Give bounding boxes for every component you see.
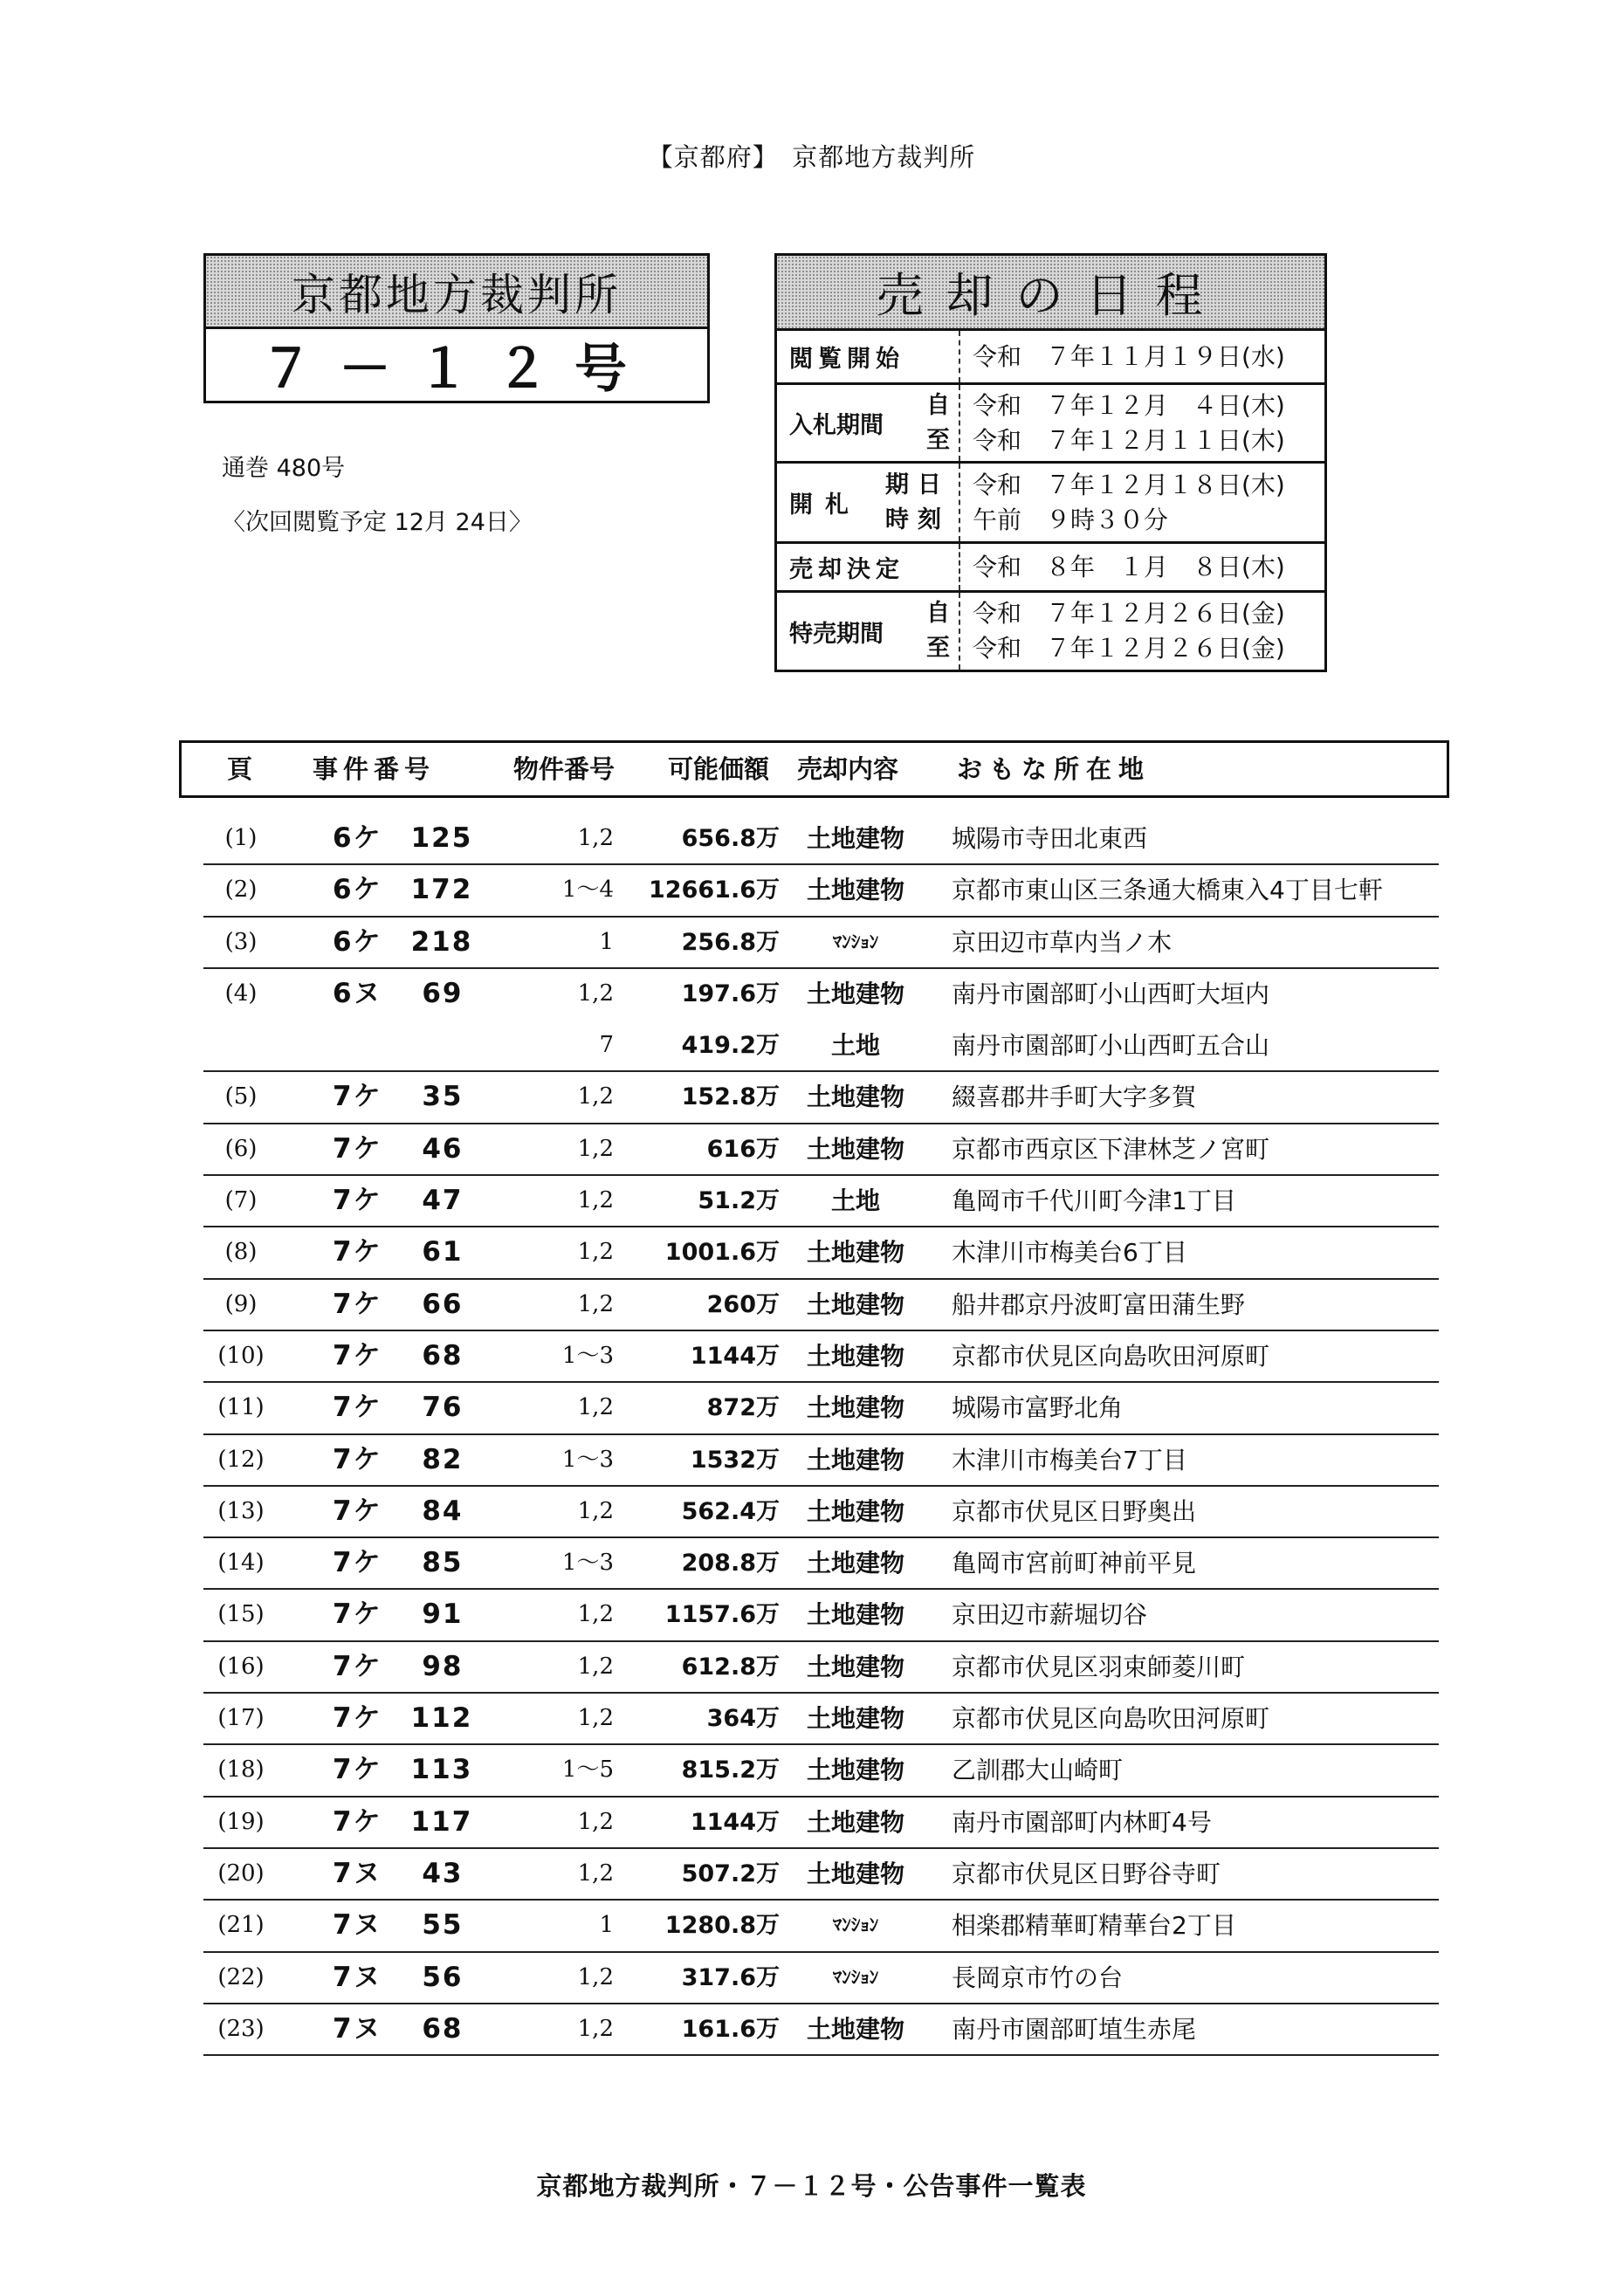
cell-item-number: 1～3 [561, 1446, 614, 1473]
cell-sale-type: 土地建物 [806, 1393, 904, 1423]
cell-item-number: 1 [599, 928, 614, 955]
cell-page: (18) [217, 1756, 265, 1784]
cell-case-number: 7ヌ 55 [333, 1909, 464, 1942]
cell-sale-type: 土地建物 [806, 1704, 904, 1734]
cell-sale-type: 土地建物 [806, 824, 904, 853]
column-header-case-number: 事件番号 [313, 754, 436, 784]
schedule-value: 令和 ７年１２月１１日(木) [973, 425, 1285, 455]
cell-address: 京都市東山区三条通大橋東入4丁目七軒 [952, 876, 1383, 905]
cell-address: 京都市伏見区日野谷寺町 [952, 1859, 1221, 1888]
cell-address: 南丹市園部町埴生赤尾 [952, 2014, 1197, 2044]
cell-address: 京都市西京区下津林芝ノ宮町 [952, 1134, 1270, 1164]
page-footer: 京都地方裁判所・７－１２号・公告事件一覧表 [536, 2171, 1087, 2201]
cell-address: 長岡京市竹の台 [952, 1963, 1124, 1992]
table-row [203, 1849, 1439, 1901]
cell-price: 12661.6万 [649, 876, 780, 904]
cell-item-number: 1～4 [561, 876, 614, 904]
cell-price: 260万 [706, 1290, 780, 1318]
cell-case-number: 7ヌ 68 [333, 2012, 464, 2045]
cell-case-number: 6ケ 218 [333, 925, 473, 958]
cell-price: 616万 [706, 1135, 780, 1163]
schedule-label: 売却決定 [789, 556, 904, 583]
cell-address: 京都市伏見区向島吹田河原町 [952, 1704, 1270, 1734]
schedule-value: 午前 ９時３０分 [973, 505, 1169, 534]
cell-item-number: 1,2 [577, 1497, 614, 1524]
cell-case-number: 7ケ 47 [333, 1185, 464, 1217]
cell-price: 1532万 [690, 1446, 780, 1474]
cell-sale-type: 土地建物 [806, 1238, 904, 1268]
cell-sale-type: 土地建物 [806, 1445, 904, 1475]
cell-address: 船井郡京丹波町富田蒲生野 [952, 1289, 1246, 1319]
cell-address: 綴喜郡井手町大字多賀 [952, 1083, 1197, 1112]
cell-price: 364万 [706, 1705, 780, 1733]
table-row [203, 1487, 1439, 1538]
cell-price: 161.6万 [681, 2015, 780, 2043]
schedule-label: 閲覧開始 [789, 346, 904, 373]
schedule-value: 令和 ８年 １月 ８日(木) [973, 552, 1285, 581]
cell-address: 南丹市園部町内林町4号 [952, 1807, 1212, 1837]
cell-case-number: 7ケ 113 [333, 1754, 473, 1786]
court-title-box [203, 253, 710, 403]
cell-address: 京都市伏見区日野奥出 [952, 1496, 1197, 1526]
cell-page: (22) [217, 1963, 265, 1990]
cell-item-number: 1,2 [577, 1290, 614, 1317]
schedule-value: 令和 ７年１２月 ４日(木) [973, 390, 1285, 420]
cell-page: (19) [217, 1808, 265, 1835]
schedule-label: 開札 [789, 492, 861, 519]
cell-case-number: 7ヌ 56 [333, 1961, 464, 1993]
cell-item-number: 1,2 [577, 1394, 614, 1421]
table-row [203, 1590, 1439, 1641]
cell-sale-type: 土地建物 [806, 1289, 904, 1319]
cell-case-number: 7ケ 85 [333, 1547, 464, 1579]
page-header: 【京都府】 京都地方裁判所 [647, 142, 976, 172]
cell-page: (23) [217, 2015, 265, 2042]
schedule-value: 令和 ７年１２月２６日(金) [973, 599, 1285, 628]
cell-price: 256.8万 [681, 928, 780, 956]
cell-case-number: 7ケ 61 [333, 1236, 464, 1268]
cell-address: 京田辺市草内当ノ木 [952, 927, 1173, 957]
cell-case-number: 7ケ 76 [333, 1392, 464, 1424]
cell-sale-type: 土地建物 [806, 1496, 904, 1526]
cell-address: 南丹市園部町小山西町五合山 [952, 1031, 1270, 1061]
cell-page: (8) [224, 1239, 258, 1266]
sale-schedule-box [774, 253, 1327, 672]
schedule-label: 入札期間 [789, 412, 884, 439]
table-row [203, 1642, 1439, 1694]
cell-sale-type: 土地建物 [806, 1859, 904, 1888]
cell-address: 乙訓郡大山崎町 [952, 1756, 1124, 1785]
cell-price: 51.2万 [698, 1187, 780, 1215]
cell-price: 815.2万 [681, 1756, 780, 1784]
cell-address: 京都市伏見区向島吹田河原町 [952, 1341, 1270, 1371]
cell-page: (12) [217, 1446, 265, 1473]
schedule-row-bidding-period [777, 385, 1324, 464]
case-list [203, 814, 1439, 2056]
cell-item-number: 1,2 [577, 2015, 614, 2042]
cell-sale-type: 土地建物 [806, 1134, 904, 1164]
cell-price: 562.4万 [681, 1497, 780, 1525]
schedule-sublabel: 自 [926, 391, 950, 419]
cell-price: 1001.6万 [664, 1239, 780, 1267]
cell-case-number: 7ケ 112 [333, 1702, 473, 1735]
cell-page: (20) [217, 1859, 265, 1887]
column-header-item-number: 物件番号 [513, 754, 616, 784]
schedule-sublabel: 自 [926, 600, 950, 627]
table-row [203, 1901, 1439, 1952]
cell-page: (11) [217, 1394, 265, 1421]
cell-sale-type: 土地建物 [806, 1549, 904, 1578]
column-header-address: おもな所在地 [957, 754, 1152, 784]
cell-item-number: 1～3 [561, 1550, 614, 1577]
cell-case-number: 7ケ 66 [333, 1288, 464, 1320]
table-row [203, 918, 1439, 969]
cell-page: (13) [217, 1497, 265, 1524]
cell-price: 507.2万 [681, 1859, 780, 1887]
table-header [179, 740, 1449, 798]
schedule-sublabel: 期日 [885, 471, 950, 498]
cell-case-number: 6ケ 172 [333, 874, 473, 906]
cell-page: (7) [224, 1187, 258, 1214]
cell-page: (16) [217, 1653, 265, 1680]
cell-item-number: 1,2 [577, 1239, 614, 1266]
cell-item-number: 1,2 [577, 1083, 614, 1110]
cell-price: 208.8万 [681, 1550, 780, 1578]
table-row [203, 1435, 1439, 1487]
cell-case-number: 7ケ 46 [333, 1132, 464, 1165]
cell-page: (4) [224, 980, 258, 1007]
table-row [203, 1798, 1439, 1849]
schedule-sublabel: 至 [926, 635, 950, 662]
cell-page: (5) [224, 1083, 258, 1110]
cell-sale-type: 土地建物 [806, 1083, 904, 1112]
cell-address: 京田辺市薪堀切谷 [952, 1600, 1148, 1630]
table-row [203, 1072, 1439, 1124]
cell-item-number: 1～5 [561, 1756, 614, 1784]
cell-address: 木津川市梅美台7丁目 [952, 1445, 1187, 1475]
table-row [203, 969, 1439, 1021]
cell-price: 152.8万 [681, 1083, 780, 1111]
cell-case-number: 6ケ 125 [333, 822, 473, 854]
cell-page [210, 1021, 272, 1070]
cell-address: 京都市伏見区羽束師菱川町 [952, 1652, 1246, 1681]
volume-number: 通巻 480号 [222, 455, 346, 482]
cell-address: 相楽郡精華町精華台2丁目 [952, 1911, 1236, 1941]
table-row [203, 1745, 1439, 1797]
schedule-title: 売却の日程 [777, 256, 1324, 331]
schedule-value: 令和 ７年１２月１８日(木) [973, 470, 1285, 499]
schedule-sublabel: 時刻 [885, 505, 950, 533]
cell-item-number: 1～3 [561, 1342, 614, 1369]
cell-price: 197.6万 [681, 980, 780, 1007]
table-row [203, 1227, 1439, 1279]
cell-page: (14) [217, 1550, 265, 1577]
cell-item-number: 1,2 [577, 1859, 614, 1887]
cell-price: 656.8万 [681, 825, 780, 852]
cell-page: (9) [224, 1290, 258, 1317]
cell-item-number: 1,2 [577, 1963, 614, 1990]
table-row [203, 1694, 1439, 1745]
table-row [203, 1124, 1439, 1176]
schedule-value: 令和 ７年１２月２６日(金) [973, 634, 1285, 663]
cell-sale-type: ﾏﾝｼｮﾝ [832, 1966, 879, 1988]
next-viewing-date: 〈次回閲覧予定 12月 24日〉 [222, 509, 533, 536]
cell-item-number: 1,2 [577, 1135, 614, 1162]
table-row [203, 814, 1439, 865]
schedule-label: 特売期間 [789, 620, 884, 648]
cell-sale-type: 土地建物 [806, 1807, 904, 1837]
cell-item-number: 7 [599, 1032, 614, 1059]
cell-sale-type: 土地建物 [806, 1756, 904, 1785]
cell-sale-type: 土地 [830, 1186, 880, 1216]
cell-case-number: 7ケ 84 [333, 1495, 464, 1527]
cell-page: (2) [224, 876, 258, 904]
column-header-page: 頁 [227, 754, 253, 784]
cell-case-number: 7ケ 35 [333, 1081, 464, 1113]
table-row [203, 1331, 1439, 1383]
schedule-row-bid-opening [777, 464, 1324, 544]
column-header-sale-type: 売却内容 [797, 754, 899, 784]
cell-price: 1280.8万 [664, 1912, 780, 1940]
cell-address: 亀岡市宮前町神前平見 [952, 1549, 1197, 1578]
cell-sale-type: 土地建物 [806, 1341, 904, 1371]
cell-page: (15) [217, 1601, 265, 1628]
cell-case-number: 7ケ 82 [333, 1443, 464, 1475]
cell-price: 612.8万 [681, 1653, 780, 1681]
court-name: 京都地方裁判所 [206, 256, 707, 329]
cell-price: 419.2万 [681, 1032, 780, 1060]
cell-address: 木津川市梅美台6丁目 [952, 1238, 1187, 1268]
cell-page: (17) [217, 1705, 265, 1732]
schedule-value: 令和 ７年１１月１９日(水) [973, 341, 1285, 371]
cell-price: 1157.6万 [664, 1601, 780, 1629]
cell-sale-type: ﾏﾝｼｮﾝ [832, 931, 879, 952]
table-row [203, 1176, 1439, 1227]
cell-item-number: 1,2 [577, 825, 614, 851]
cell-page: (10) [217, 1342, 265, 1369]
cell-item-number: 1,2 [577, 1653, 614, 1680]
table-row [203, 1953, 1439, 2004]
cell-case-number: 7ケ 68 [333, 1339, 464, 1371]
cell-sale-type: 土地 [830, 1031, 880, 1061]
column-header-price: 可能価額 [668, 754, 770, 784]
table-row [203, 1383, 1439, 1434]
schedule-row-viewing-start [777, 331, 1324, 385]
cell-item-number: 1,2 [577, 1601, 614, 1628]
cell-case-number: 7ケ 117 [333, 1805, 473, 1838]
cell-case-number: 6ヌ 69 [333, 977, 464, 1009]
schedule-sublabel: 至 [926, 426, 950, 454]
issue-number: ７－１２号 [260, 339, 653, 400]
cell-page: (6) [224, 1135, 258, 1162]
cell-sale-type: 土地建物 [806, 2014, 904, 2044]
cell-item-number: 1,2 [577, 1187, 614, 1214]
cell-price: 1144万 [690, 1808, 780, 1836]
table-row [203, 1538, 1439, 1590]
cell-case-number: 7ケ 91 [333, 1598, 464, 1631]
cell-item-number: 1,2 [577, 1705, 614, 1732]
schedule-row-sale-decision [777, 544, 1324, 593]
cell-case-number: 7ヌ 43 [333, 1857, 464, 1889]
cell-price: 317.6万 [681, 1963, 780, 1991]
cell-address: 城陽市富野北角 [952, 1393, 1124, 1423]
cell-sale-type: 土地建物 [806, 979, 904, 1008]
table-row [203, 2004, 1439, 2056]
cell-page: (3) [224, 928, 258, 955]
cell-address: 南丹市園部町小山西町大垣内 [952, 979, 1270, 1008]
cell-sale-type: 土地建物 [806, 1652, 904, 1681]
cell-item-number: 1 [599, 1912, 614, 1939]
cell-address: 城陽市寺田北東西 [952, 824, 1148, 853]
cell-item-number: 1,2 [577, 980, 614, 1007]
cell-address: 亀岡市千代川町今津1丁目 [952, 1186, 1236, 1216]
cell-price: 872万 [706, 1394, 780, 1422]
cell-page: (1) [224, 825, 258, 851]
cell-item-number: 1,2 [577, 1808, 614, 1835]
cell-price: 1144万 [690, 1342, 780, 1370]
cell-page: (21) [217, 1912, 265, 1939]
cell-sale-type: 土地建物 [806, 876, 904, 905]
schedule-row-special-sale-period [777, 593, 1324, 670]
cell-case-number [333, 1021, 525, 1070]
cell-sale-type: ﾏﾝｼｮﾝ [832, 1914, 879, 1936]
cell-sale-type: 土地建物 [806, 1600, 904, 1630]
table-row [203, 1021, 1439, 1072]
cell-case-number: 7ケ 98 [333, 1650, 464, 1682]
table-row [203, 865, 1439, 917]
table-row [203, 1280, 1439, 1331]
